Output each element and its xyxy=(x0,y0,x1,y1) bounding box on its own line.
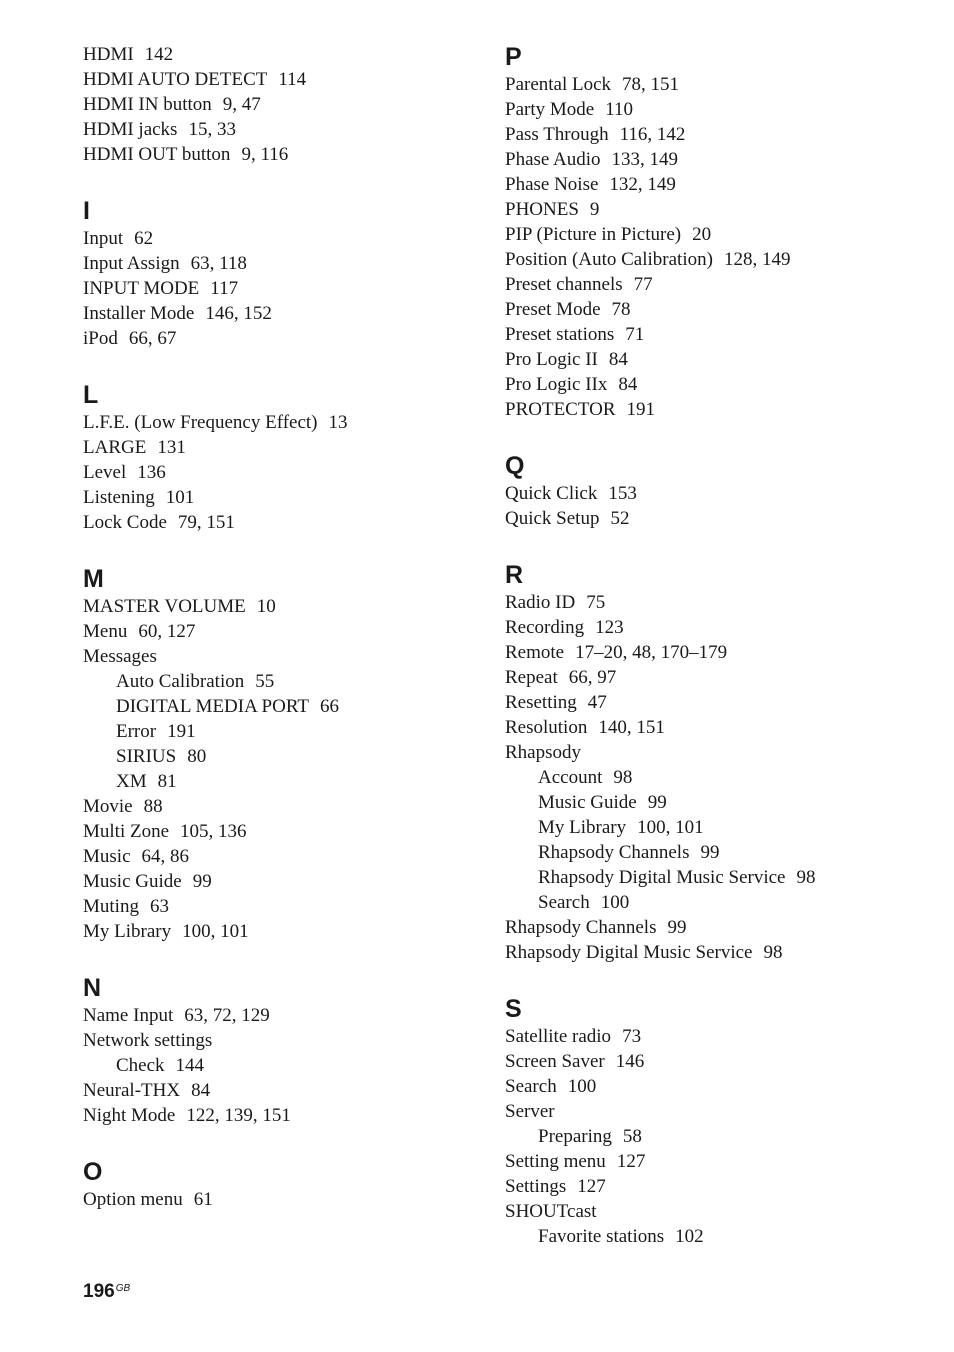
index-entry xyxy=(83,919,483,944)
index-entry xyxy=(83,644,483,669)
entry-term: Quick Setup xyxy=(505,508,600,529)
entry-pages: 153 xyxy=(608,483,637,504)
index-entry xyxy=(505,197,935,222)
section-letter: N xyxy=(83,974,102,1002)
index-entry xyxy=(83,1103,483,1128)
entry-term: Pro Logic IIx xyxy=(505,374,608,395)
entry-pages: 99 xyxy=(647,792,667,813)
entry-pages: 78 xyxy=(611,299,631,320)
index-entry xyxy=(83,251,483,276)
entry-pages: 136 xyxy=(137,462,166,483)
entry-pages: 55 xyxy=(255,671,275,692)
entry-pages: 122, 139, 151 xyxy=(186,1105,291,1126)
index-entry xyxy=(83,67,483,92)
entry-term: Satellite radio xyxy=(505,1026,612,1047)
entry-pages: 128, 149 xyxy=(723,249,791,270)
index-section-m xyxy=(83,564,483,944)
entry-pages: 80 xyxy=(187,746,207,767)
entry-term: Rhapsody Digital Music Service xyxy=(505,942,753,963)
entry-term: Neural-THX xyxy=(83,1080,181,1101)
index-entry xyxy=(505,172,935,197)
index-section-l xyxy=(83,380,483,535)
entry-term: HDMI AUTO DETECT xyxy=(83,69,268,90)
entry-term: Preset Mode xyxy=(505,299,601,320)
entry-term: MASTER VOLUME xyxy=(83,596,246,617)
entry-pages: 99 xyxy=(700,842,720,863)
section-letter: I xyxy=(83,197,90,225)
entry-term: Settings xyxy=(505,1176,567,1197)
index-entry xyxy=(505,1199,935,1224)
entry-term: Resetting xyxy=(505,692,577,713)
entry-pages: 102 xyxy=(675,1226,704,1247)
entry-pages: 142 xyxy=(144,44,174,65)
section-letter: R xyxy=(505,561,524,589)
index-entry xyxy=(505,1049,935,1074)
entry-pages: 133, 149 xyxy=(611,149,679,170)
index-entry xyxy=(505,915,935,940)
index-right-column xyxy=(505,42,935,1249)
index-entry xyxy=(83,485,483,510)
index-entry xyxy=(83,226,483,251)
entry-term: SIRIUS xyxy=(116,746,177,767)
entry-term: Remote xyxy=(505,642,565,663)
index-entry xyxy=(83,42,483,67)
entry-term: Phase Audio xyxy=(505,149,601,170)
entry-pages: 60, 127 xyxy=(138,621,196,642)
entry-pages: 9, 47 xyxy=(222,94,261,115)
entry-pages: 9, 116 xyxy=(241,144,289,165)
index-entry xyxy=(83,869,483,894)
index-subentry xyxy=(505,890,935,915)
entry-pages: 61 xyxy=(193,1189,213,1210)
index-entry xyxy=(505,506,935,531)
index-entry xyxy=(505,940,935,965)
entry-term: iPod xyxy=(83,328,118,349)
entry-term: Screen Saver xyxy=(505,1051,605,1072)
entry-term: Auto Calibration xyxy=(116,671,245,692)
index-section-n xyxy=(83,973,483,1128)
entry-pages: 73 xyxy=(622,1026,642,1047)
index-entry xyxy=(505,347,935,372)
entry-pages: 62 xyxy=(134,228,154,249)
entry-term: Repeat xyxy=(505,667,558,688)
entry-term: Multi Zone xyxy=(83,821,170,842)
entry-pages: 191 xyxy=(626,399,656,420)
entry-term: Option menu xyxy=(83,1189,183,1210)
index-entry xyxy=(505,1149,935,1174)
entry-term: SHOUTcast xyxy=(505,1201,597,1222)
entry-term: Search xyxy=(505,1076,557,1097)
index-entry xyxy=(83,92,483,117)
entry-pages: 101 xyxy=(165,487,195,508)
entry-term: Rhapsody Channels xyxy=(538,842,690,863)
page-number-suffix: GB xyxy=(115,1283,131,1294)
index-section-s xyxy=(505,994,935,1249)
index-subentry xyxy=(505,840,935,865)
entry-pages: 78, 151 xyxy=(622,74,680,95)
index-section-p xyxy=(505,42,935,422)
index-entry xyxy=(83,1028,483,1053)
entry-pages: 100 xyxy=(567,1076,597,1097)
entry-term: Party Mode xyxy=(505,99,595,120)
entry-term: Listening xyxy=(83,487,155,508)
index-entry xyxy=(505,590,935,615)
entry-pages: 100 xyxy=(600,892,630,913)
entry-term: HDMI jacks xyxy=(83,119,178,140)
entry-pages: 110 xyxy=(605,99,633,120)
entry-term: PIP (Picture in Picture) xyxy=(505,224,682,245)
index-entry xyxy=(83,326,483,351)
entry-term: Radio ID xyxy=(505,592,576,613)
entry-term: Installer Mode xyxy=(83,303,195,324)
entry-term: LARGE xyxy=(83,437,147,458)
index-subentry xyxy=(505,765,935,790)
entry-term: HDMI xyxy=(83,44,134,65)
entry-term: Movie xyxy=(83,796,133,817)
entry-term: Input xyxy=(83,228,124,249)
index-entry xyxy=(83,819,483,844)
index-subentry xyxy=(505,1224,935,1249)
entry-pages: 84 xyxy=(191,1080,211,1101)
index-entry xyxy=(83,1187,483,1212)
entry-pages: 66, 67 xyxy=(128,328,177,349)
entry-term: DIGITAL MEDIA PORT xyxy=(116,696,309,717)
entry-pages: 99 xyxy=(667,917,687,938)
entry-term: Music Guide xyxy=(538,792,637,813)
entry-term: Preset channels xyxy=(505,274,623,295)
entry-term: Network settings xyxy=(83,1030,213,1051)
entry-pages: 100, 101 xyxy=(637,817,704,838)
entry-pages: 84 xyxy=(608,349,628,370)
entry-term: Music Guide xyxy=(83,871,182,892)
entry-term: Check xyxy=(116,1055,165,1076)
index-entry xyxy=(505,1074,935,1099)
index-entry xyxy=(83,276,483,301)
index-section-q xyxy=(505,451,935,531)
entry-pages: 63, 118 xyxy=(190,253,247,274)
index-section-r xyxy=(505,560,935,965)
section-letter: Q xyxy=(505,452,525,480)
entry-pages: 100, 101 xyxy=(182,921,249,942)
entry-term: Phase Noise xyxy=(505,174,599,195)
entry-term: Parental Lock xyxy=(505,74,612,95)
entry-term: L.F.E. (Low Frequency Effect) xyxy=(83,412,318,433)
index-entry xyxy=(505,97,935,122)
entry-term: Pass Through xyxy=(505,124,609,145)
entry-term: Recording xyxy=(505,617,585,638)
index-entry xyxy=(505,397,935,422)
index-entry xyxy=(83,594,483,619)
index-subentry xyxy=(83,1053,483,1078)
entry-term: Name Input xyxy=(83,1005,174,1026)
index-left-column xyxy=(83,42,483,1212)
index-entry xyxy=(83,460,483,485)
index-entry xyxy=(83,844,483,869)
index-subentry xyxy=(83,744,483,769)
index-subentry xyxy=(505,790,935,815)
index-entry xyxy=(83,117,483,142)
index-entry xyxy=(505,690,935,715)
index-subentry xyxy=(505,815,935,840)
index-entry xyxy=(505,715,935,740)
entry-pages: 81 xyxy=(157,771,177,792)
section-letter: P xyxy=(505,43,522,71)
entry-pages: 77 xyxy=(633,274,653,295)
entry-pages: 98 xyxy=(763,942,783,963)
index-entry xyxy=(83,301,483,326)
entry-term: Account xyxy=(538,767,603,788)
entry-pages: 71 xyxy=(625,324,645,345)
index-entry xyxy=(83,1003,483,1028)
entry-pages: 79, 151 xyxy=(177,512,235,533)
entry-pages: 131 xyxy=(157,437,186,458)
entry-pages: 64, 86 xyxy=(141,846,189,867)
entry-pages: 20 xyxy=(692,224,712,245)
index-entry xyxy=(505,72,935,97)
entry-pages: 114 xyxy=(278,69,307,90)
entry-pages: 15, 33 xyxy=(188,119,236,140)
entry-pages: 132, 149 xyxy=(609,174,676,195)
entry-pages: 127 xyxy=(616,1151,646,1172)
index-entry xyxy=(505,1099,935,1124)
index-entry xyxy=(83,510,483,535)
entry-pages: 123 xyxy=(595,617,624,638)
entry-term: Favorite stations xyxy=(538,1226,665,1247)
entry-term: My Library xyxy=(538,817,627,838)
entry-term: Rhapsody Digital Music Service xyxy=(538,867,786,888)
entry-pages: 88 xyxy=(143,796,163,817)
index-entry xyxy=(505,247,935,272)
entry-term: HDMI OUT button xyxy=(83,144,231,165)
entry-term: Search xyxy=(538,892,590,913)
entry-pages: 17–20, 48, 170–179 xyxy=(575,642,728,663)
page-footer xyxy=(83,1281,130,1303)
entry-term: Night Mode xyxy=(83,1105,176,1126)
index-entry xyxy=(83,410,483,435)
index-entry xyxy=(505,297,935,322)
entry-pages: 63, 72, 129 xyxy=(184,1005,270,1026)
entry-pages: 66 xyxy=(319,696,339,717)
index-entry xyxy=(83,619,483,644)
entry-pages: 144 xyxy=(175,1055,205,1076)
entry-pages: 66, 97 xyxy=(568,667,617,688)
index-entry xyxy=(505,1174,935,1199)
index-entry xyxy=(505,147,935,172)
entry-pages: 116, 142 xyxy=(619,124,686,145)
index-entry xyxy=(505,740,935,765)
entry-term: Rhapsody xyxy=(505,742,581,763)
section-letter: M xyxy=(83,565,104,593)
index-subentry xyxy=(83,694,483,719)
entry-term: Menu xyxy=(83,621,128,642)
index-entry xyxy=(505,322,935,347)
index-subentry xyxy=(83,769,483,794)
index-section-o xyxy=(83,1157,483,1212)
entry-pages: 63 xyxy=(149,896,169,917)
index-entry xyxy=(505,665,935,690)
entry-pages: 13 xyxy=(328,412,348,433)
entry-pages: 191 xyxy=(167,721,196,742)
index-entry xyxy=(505,481,935,506)
entry-pages: 47 xyxy=(587,692,607,713)
index-entry xyxy=(505,122,935,147)
entry-pages: 140, 151 xyxy=(598,717,665,738)
index-subentry xyxy=(83,719,483,744)
entry-term: Input Assign xyxy=(83,253,180,274)
entry-pages: 10 xyxy=(256,596,276,617)
entry-term: Position (Auto Calibration) xyxy=(505,249,713,270)
entry-pages: 84 xyxy=(618,374,638,395)
entry-term: XM xyxy=(116,771,147,792)
entry-term: Quick Click xyxy=(505,483,598,504)
entry-term: Muting xyxy=(83,896,139,917)
entry-term: HDMI IN button xyxy=(83,94,212,115)
entry-pages: 9 xyxy=(589,199,600,220)
entry-pages: 146 xyxy=(615,1051,645,1072)
entry-pages: 58 xyxy=(622,1126,642,1147)
section-letter: L xyxy=(83,381,99,409)
index-entry xyxy=(83,142,483,167)
index-entry xyxy=(505,615,935,640)
index-section-i xyxy=(83,196,483,351)
index-entry xyxy=(83,1078,483,1103)
entry-pages: 75 xyxy=(586,592,606,613)
entry-term: PROTECTOR xyxy=(505,399,616,420)
index-entry xyxy=(83,435,483,460)
entry-term: Music xyxy=(83,846,131,867)
index-entry xyxy=(505,1024,935,1049)
section-letter: S xyxy=(505,995,522,1023)
index-entry xyxy=(505,272,935,297)
index-entry xyxy=(505,222,935,247)
entry-term: Setting menu xyxy=(505,1151,606,1172)
entry-term: Server xyxy=(505,1101,555,1122)
entry-term: Pro Logic II xyxy=(505,349,598,370)
index-entry xyxy=(505,372,935,397)
entry-term: Lock Code xyxy=(83,512,167,533)
entry-term: Preparing xyxy=(538,1126,612,1147)
entry-pages: 99 xyxy=(192,871,212,892)
entry-term: Rhapsody Channels xyxy=(505,917,657,938)
entry-pages: 105, 136 xyxy=(180,821,247,842)
index-subentry xyxy=(83,669,483,694)
entry-term: PHONES xyxy=(505,199,579,220)
index-subentry xyxy=(505,1124,935,1149)
entry-term: Preset stations xyxy=(505,324,615,345)
entry-pages: 52 xyxy=(610,508,630,529)
entry-pages: 98 xyxy=(796,867,816,888)
entry-term: Messages xyxy=(83,646,157,667)
index-entry xyxy=(83,794,483,819)
entry-pages: 98 xyxy=(613,767,633,788)
entry-pages: 127 xyxy=(577,1176,606,1197)
index-entry xyxy=(83,894,483,919)
entry-pages: 146, 152 xyxy=(205,303,272,324)
index-subentry xyxy=(505,865,935,890)
entry-term: Error xyxy=(116,721,157,742)
index-section-continued xyxy=(83,42,483,167)
entry-term: My Library xyxy=(83,921,172,942)
index-entry xyxy=(505,640,935,665)
entry-pages: 117 xyxy=(210,278,239,299)
entry-term: Level xyxy=(83,462,127,483)
entry-term: INPUT MODE xyxy=(83,278,200,299)
section-letter: O xyxy=(83,1158,103,1186)
page-number: 196 xyxy=(83,1281,115,1302)
entry-term: Resolution xyxy=(505,717,588,738)
